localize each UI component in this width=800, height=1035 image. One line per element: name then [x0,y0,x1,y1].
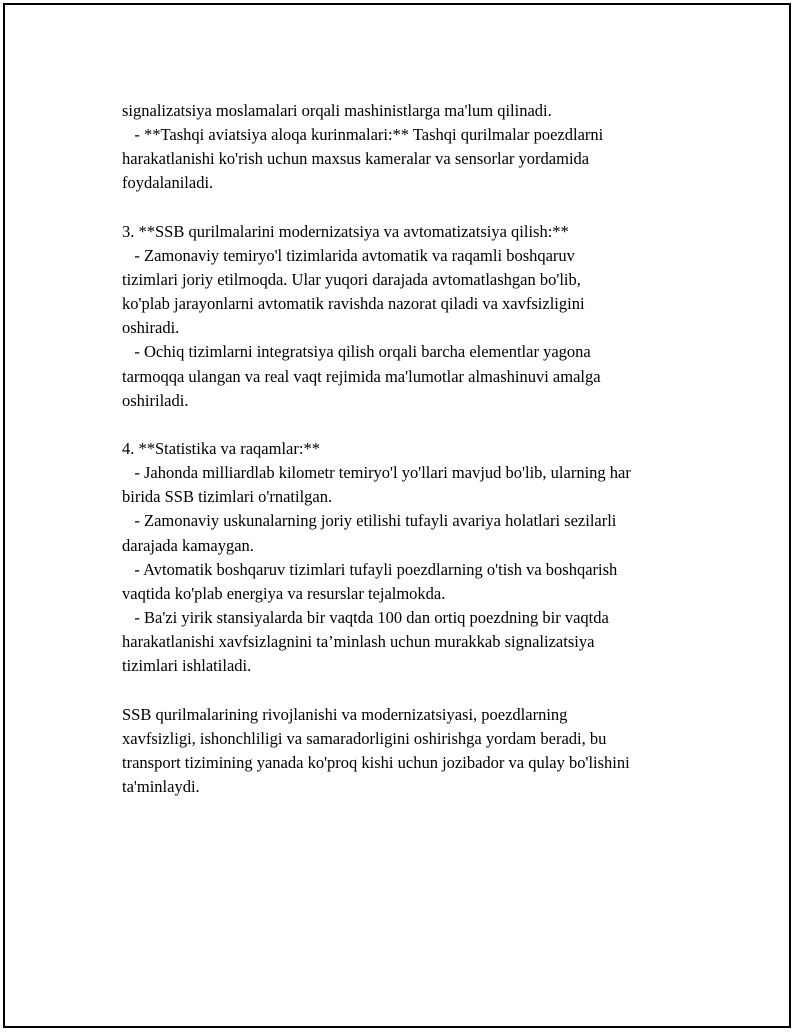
text-line: darajada kamaygan. [122,535,254,555]
text-line: foydalaniladi. [122,173,214,193]
text-line: birida SSB tizimlari o'rnatilgan. [122,487,333,507]
paragraph-gap [122,196,722,220]
paragraph-gap [122,678,722,702]
text-line: ta'minlaydi. [122,776,200,796]
text-line: xavfsizligi, ishonchliligi va samaradorligini oshirishga yordam beradi, bu [122,728,607,748]
text-line: vaqtida ko'plab energiya va resurslar tejalmokda. [122,583,446,603]
text-line: SSB qurilmalarining rivojlanishi va modernizatsiyasi, poezdlarning [122,704,568,724]
text-line: oshiriladi. [122,390,189,410]
text-line: signalizatsiya moslamalari orqali mashinistlarga ma'lum qilinadi. [122,101,552,120]
paragraph-gap [122,413,722,437]
text-line: transport tizimining yanada ko'proq kishi uchun jozibador va qulay bo'lishini [122,752,630,772]
document-body [122,99,722,799]
page-frame [3,3,791,1028]
text-line: oshiradi. [122,318,180,338]
text-line: harakatlanishi xavfsizlagnini ta’minlash uchun murakkab signalizatsiya [122,632,595,652]
text-line: - Jahonda milliardlab kilometr temiryo'l yo'llari mavjud bo'lib, ularning har [122,463,631,483]
text-line: - Zamonaviy temiryo'l tizimlarida avtomatik va raqamli boshqaruv [122,245,575,265]
text-line: - Ochiq tizimlarni integratsiya qilish orqali barcha elementlar yagona [122,342,591,362]
text-line: - Avtomatik boshqaruv tizimlari tufayli poezdlarning o'tish va boshqarish [122,559,618,579]
text-line: tarmoqqa ulangan va real vaqt rejimida ma'lumotlar almashinuvi amalga [122,366,601,386]
section-heading: 4. **Statistika va raqamlar:** [122,438,320,458]
text-line: harakatlanishi ko'rish uchun maxsus kameralar va sensorlar yordamida [122,149,590,169]
text-line: - **Tashqi aviatsiya aloqa kurinmalari:** Tashqi qurilmalar poezdlarni [122,125,604,145]
text-line: - Zamonaviy uskunalarning joriy etilishi tufayli avariya holatlari sezilarli [122,511,617,531]
text-line: - Ba'zi yirik stansiyalarda bir vaqtda 100 dan ortiq poezdning bir vaqtda [122,607,609,627]
text-line: tizimlari joriy etilmoqda. Ular yuqori darajada avtomatlashgan bo'lib, [122,269,581,289]
text-line: tizimlari ishlatiladi. [122,656,252,676]
section-heading: 3. **SSB qurilmalarini modernizatsiya va avtomatizatsiya qilish:** [122,221,569,241]
text-line: ko'plab jarayonlarni avtomatik ravishda nazorat qiladi va xavfsizligini [122,294,585,314]
